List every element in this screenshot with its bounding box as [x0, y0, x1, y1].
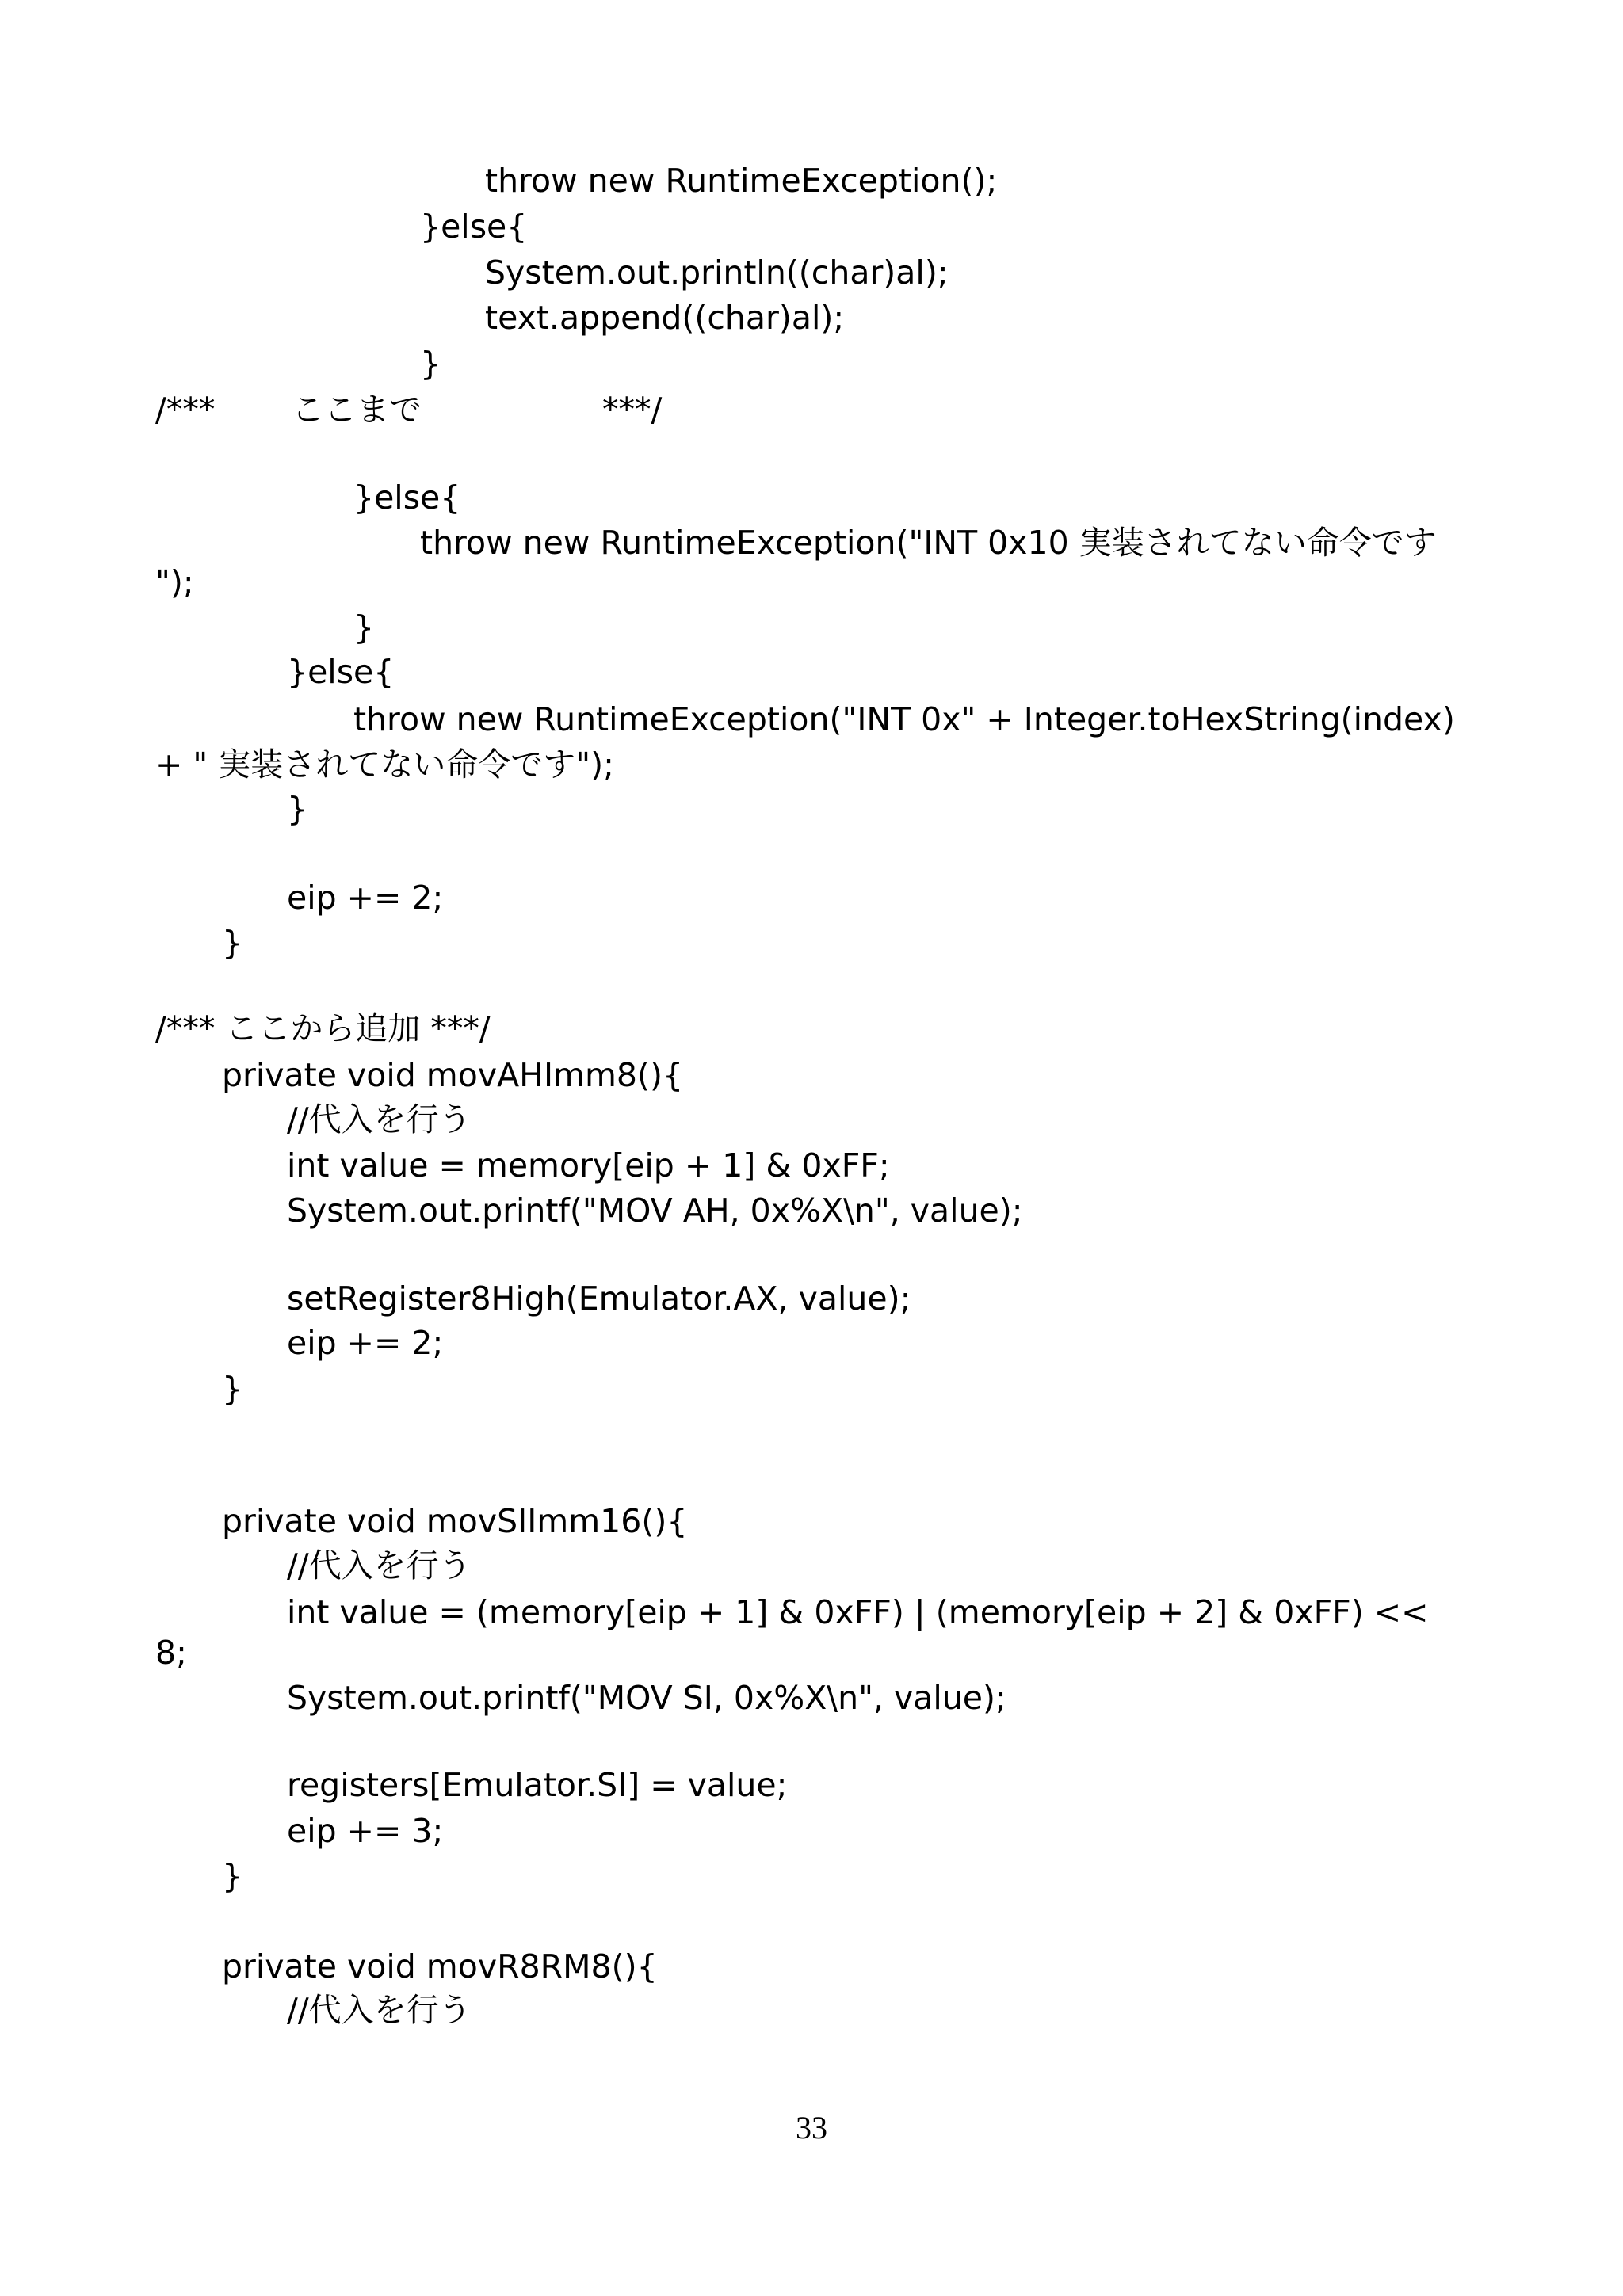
code-line: } — [222, 1857, 243, 1895]
code-line: private void movAHImm8(){ — [222, 1056, 684, 1094]
code-line: eip += 2; — [287, 879, 444, 917]
comment-line: /*** ここから追加 ***/ — [155, 1009, 491, 1047]
code-line: }else{ — [420, 208, 528, 246]
code-line: System.out.printf("MOV AH, 0x%X\n", value); — [287, 1192, 1023, 1230]
code-line: eip += 3; — [287, 1812, 444, 1850]
comment-line: //代入を行う — [287, 1991, 472, 2029]
code-line: int value = memory[eip + 1] & 0xFF; — [287, 1146, 890, 1184]
code-line: eip += 2; — [287, 1324, 444, 1362]
comment-text: ここまで — [292, 391, 422, 429]
comment-line: //代入を行う — [287, 1547, 472, 1585]
code-line: } — [222, 1370, 243, 1408]
code-line: text.append((char)al); — [485, 299, 845, 337]
code-line: }else{ — [353, 479, 461, 517]
comment-line: //代入を行う — [287, 1100, 472, 1138]
code-line: private void movSIImm16(){ — [222, 1502, 688, 1540]
code-line: + " 実装されてない命令です"); — [155, 746, 614, 784]
comment-open: /*** — [155, 391, 216, 429]
code-line: }else{ — [287, 653, 395, 691]
code-line: throw new RuntimeException(); — [485, 162, 998, 200]
code-line: throw new RuntimeException("INT 0x" + Integer.toHexString(index) — [353, 700, 1455, 738]
code-line: registers[Emulator.SI] = value; — [287, 1766, 788, 1804]
code-line: throw new RuntimeException("INT 0x10 実装されてない命令です — [420, 524, 1437, 562]
code-line: } — [287, 790, 308, 828]
code-line: System.out.printf("MOV SI, 0x%X\n", value); — [287, 1679, 1006, 1717]
code-line: "); — [155, 563, 194, 601]
comment-close: ***/ — [602, 391, 663, 429]
code-line: 8; — [155, 1634, 187, 1672]
page-number: 33 — [796, 2110, 827, 2145]
code-line: } — [420, 345, 441, 383]
code-line: System.out.println((char)al); — [485, 254, 949, 292]
code-line: setRegister8High(Emulator.AX, value); — [287, 1280, 911, 1318]
code-line: } — [222, 924, 243, 962]
code-line: int value = (memory[eip + 1] & 0xFF) | (memory[eip + 2] & 0xFF) << — [287, 1593, 1429, 1631]
code-line: } — [353, 608, 375, 646]
code-line: private void movR8RM8(){ — [222, 1947, 658, 1985]
